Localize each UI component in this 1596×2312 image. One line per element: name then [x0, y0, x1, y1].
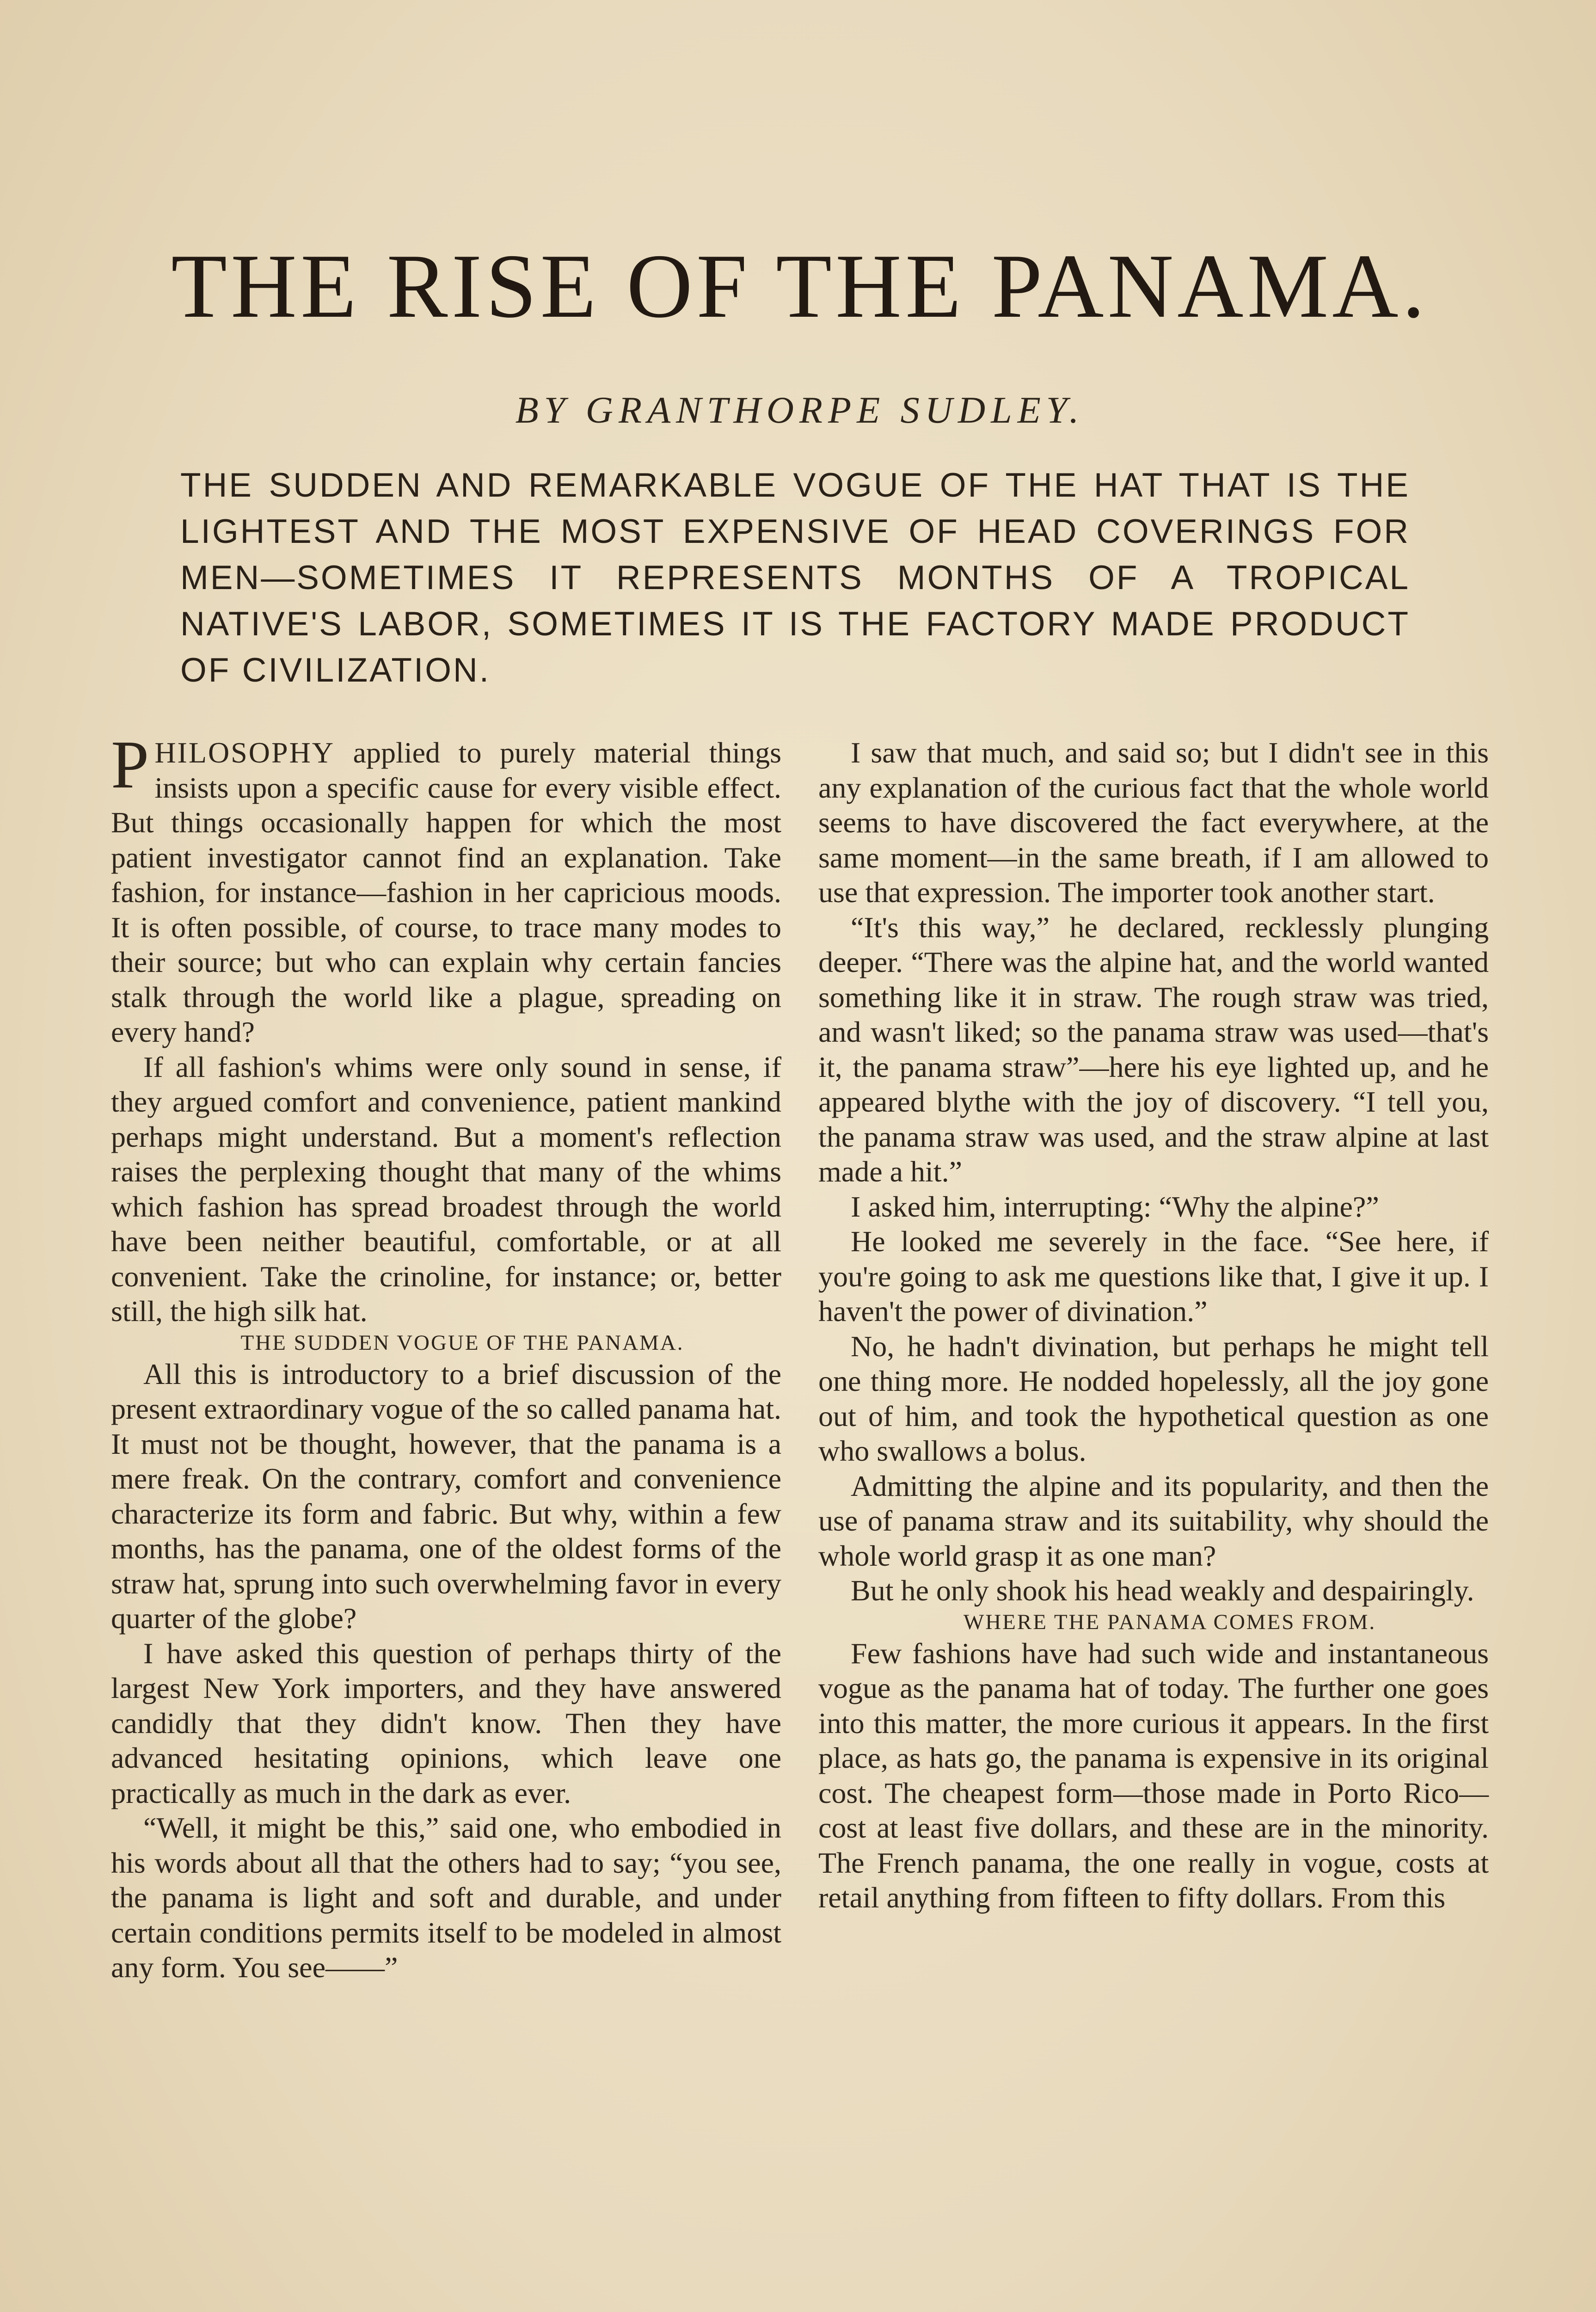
paragraph: If all fashion's whims were only sound in sense, if they argued comfort and convenience, patient mankind perhaps might understand. But a moment's reflection raises the perplexing thought that many of the whims which fashion has spread broadest through the world have been neither beautiful, comfortable, or at all convenient. Take the crinoline, for instance; or, better still, the high silk hat. — [111, 1050, 781, 1328]
article-title: THE RISE OF THE PANAMA. — [171, 235, 1429, 337]
section-heading: THE SUDDEN VOGUE OF THE PANAMA. — [240, 1330, 684, 1355]
paragraph — [111, 727, 781, 1050]
paragraph: No, he hadn't divination, but perhaps he might tell one thing more. He nodded hopelessly, all the joy gone out of him, and took the hypothetical question as one who swallows a bolus. — [818, 1329, 1489, 1467]
paragraph: All this is introductory to a brief discussion of the present extraordinary vogue of the so called panama hat. It must not be thought, however, that the panama is a mere freak. On the contrary, comfort and convenience characterize its form and fabric. But why, within a few months, has the panama, one of the oldest forms of the straw hat, sprung into such overwhelming favor in every quarter of the globe? — [111, 1357, 781, 1635]
paragraph: Admitting the alpine and its popularity, and then the use of panama straw and its suitability, why should the whole world grasp it as one man? — [818, 1469, 1489, 1572]
paragraph: “It's this way,” he declared, recklessly plunging deeper. “There was the alpine hat, and the world wanted something like it in straw. The rough straw was tried, and wasn't liked; so the panama straw was used—that's it, the panama straw”—here his eye lighted up, and he appeared blythe with the joy of discovery. “I tell you, the panama straw was used, and the straw alpine at last made a hit.” — [818, 910, 1489, 1188]
paragraph: I asked him, interrupting: “Why the alpine?” — [851, 1190, 1379, 1223]
paragraph-text: applied to purely material things insists upon a specific cause for every visible effect. But things occasionally happen for which the most patient investigator cannot find an explanation. Take fashion, for instance—fashion in her capricious moods. It is often possible, of course, to trace many modes to their source; but who can explain why certain fancies stalk through the world like a plague, spreading on every hand? — [111, 736, 781, 1048]
opening-word: HILOSOPHY — [154, 736, 335, 769]
right-column — [818, 735, 1489, 1915]
drop-cap: P — [111, 727, 149, 803]
paragraph: “Well, it might be this,” said one, who embodied in his words about all that the others had to say; “you see, the panama is light and soft and durable, and under certain conditions permits itself to be modeled in almost any form. You see——” — [111, 1811, 781, 1984]
paragraph: Few fashions have had such wide and instantaneous vogue as the panama hat of today. The further one goes into this matter, the more curious it appears. In the first place, as hats go, the panama is expensive in its original cost. The cheapest form—those made in Porto Rico—cost at least five dollars, and these are in the minority. The French panama, the one really in vogue, costs at retail anything from fifteen to fifty dollars. From this — [818, 1636, 1489, 1914]
article-byline: BY GRANTHORPE SUDLEY. — [515, 389, 1085, 431]
paragraph: I have asked this question of perhaps thirty of the largest New York importers, and they have answered candidly that they didn't know. Then they have advanced hesitating opinions, which leave one practically as much in the dark as ever. — [111, 1636, 781, 1809]
section-heading: WHERE THE PANAMA COMES FROM. — [963, 1610, 1376, 1634]
article-subhead: THE SUDDEN AND REMARKABLE VOGUE OF THE HAT THAT IS THE LIGHTEST AND THE MOST EXPENSIVE OF HEAD COVERINGS FOR MEN—SOMETIMES IT REPRESENTS MONTHS OF A TROPICAL NATIVE'S LABOR, SOMETIMES IT IS THE FACTORY MADE PRODUCT OF CIVILIZATION. — [180, 467, 1410, 689]
paragraph: I saw that much, and said so; but I didn't see in this any explanation of the curious fact that the whole world seems to have discovered the fact everywhere, at the same moment—in the same breath, if I am allowed to use that expression. The importer took another start. — [818, 736, 1489, 909]
left-column — [111, 727, 781, 1985]
paragraph: He looked me severely in the face. “See here, if you're going to ask me questions like that, I give it up. I haven't the power of divination.” — [818, 1225, 1489, 1328]
paragraph: But he only shook his head weakly and despairingly. — [851, 1574, 1474, 1607]
